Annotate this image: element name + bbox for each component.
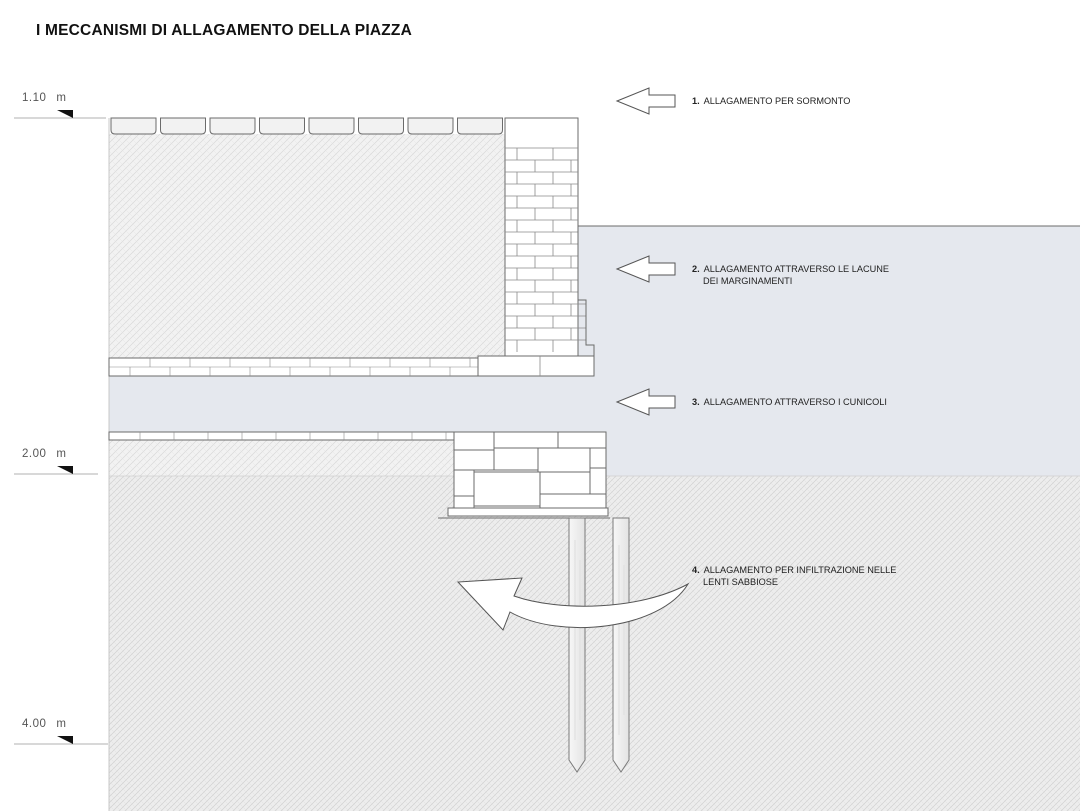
- piazza-fill: [109, 134, 505, 358]
- mechanism-text: ALLAGAMENTO PER INFILTRAZIONE NELLE: [703, 565, 897, 575]
- mechanism-text: ALLAGAMENTO PER SORMONTO: [703, 96, 851, 106]
- mechanism-text-line2: DEI MARGINAMENTI: [703, 275, 793, 286]
- page-title: I MECCANISMI DI ALLAGAMENTO DELLA PIAZZA: [36, 22, 412, 39]
- paving-block: [309, 118, 354, 134]
- paving-block: [260, 118, 305, 134]
- mechanism-text-line2: LENTI SABBIOSE: [703, 576, 779, 587]
- mechanism-text: ALLAGAMENTO ATTRAVERSO I CUNICOLI: [703, 397, 887, 407]
- paving-block: [210, 118, 255, 134]
- level-marker-icon: [14, 110, 108, 744]
- paving-block: [111, 118, 156, 134]
- level-unit: m: [56, 92, 67, 104]
- tunnel-ceiling-slab: [109, 358, 478, 376]
- level-value: 2.00: [22, 448, 47, 460]
- level-unit: m: [56, 448, 67, 460]
- level-value: 4.00: [22, 718, 47, 730]
- mechanism-number: 3.: [692, 397, 700, 407]
- level-unit: m: [56, 718, 67, 730]
- level-label-3: [22, 718, 66, 730]
- mechanism-number: 2.: [692, 264, 700, 274]
- paving-blocks: [111, 118, 503, 134]
- mechanism-label-4: [692, 565, 896, 588]
- paving-block: [458, 118, 503, 134]
- mechanism-text: ALLAGAMENTO ATTRAVERSO LE LACUNE: [703, 264, 890, 274]
- level-label-1: [22, 92, 66, 104]
- level-value: 1.10: [22, 92, 47, 104]
- mechanism-label-1: [692, 96, 850, 108]
- water-tunnel: [109, 376, 609, 432]
- paving-block: [408, 118, 453, 134]
- foundation-stones: [438, 432, 610, 518]
- mechanism-label-2: [692, 264, 889, 287]
- tunnel-floor-slab: [109, 432, 454, 440]
- mechanism-number: 1.: [692, 96, 700, 106]
- paving-block: [161, 118, 206, 134]
- mechanism-label-3: [692, 397, 887, 409]
- mechanism-number: 4.: [692, 565, 700, 575]
- paving-block: [359, 118, 404, 134]
- level-label-2: [22, 448, 66, 460]
